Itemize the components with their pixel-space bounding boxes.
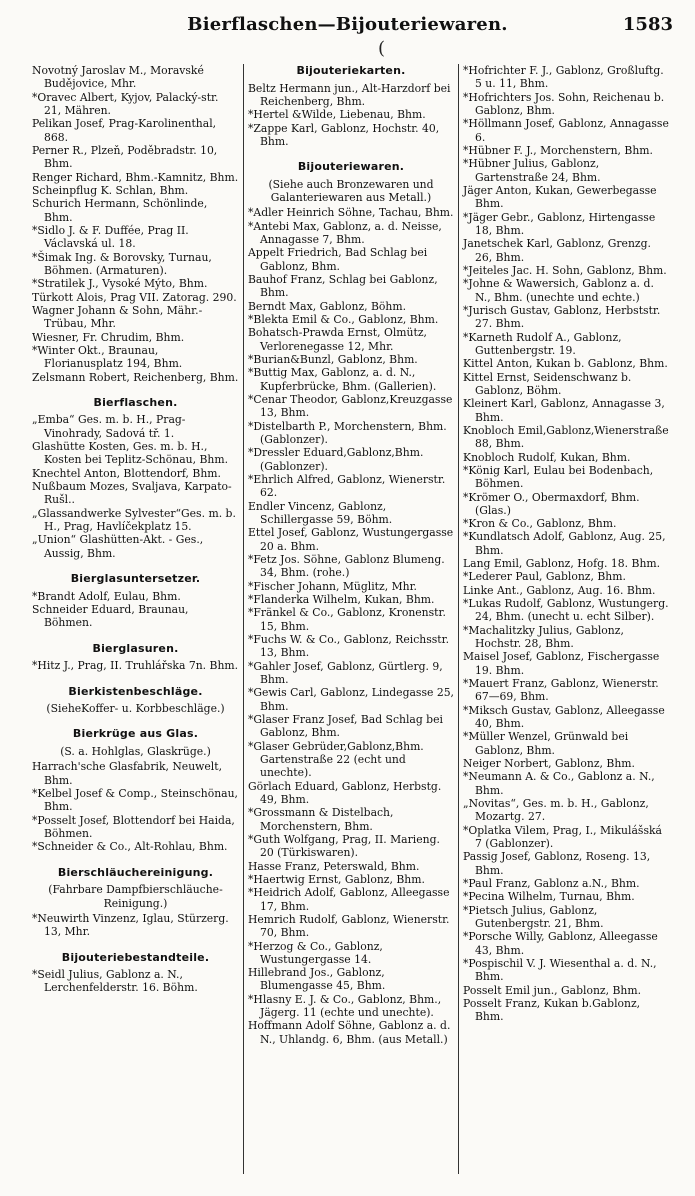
directory-entry: Janetschek Karl, Gablonz, Grenzg. 26, Bhm. [463,237,651,264]
directory-entry: *Hübner F. J., Morchenstern, Bhm. [463,143,653,157]
directory-entry: Schneider Eduard, Braunau, Böhmen. [32,602,189,630]
directory-entry: „Emba“ Ges. m. b. H., Prag-Vinohrady, Sadová tř. 1. [32,413,186,440]
directory-entry: *Adler Heinrich Söhne, Tachau, Bhm. [248,206,454,220]
directory-entry: Beltz Hermann jun., Alt-Harzdorf bei Reichenberg, Bhm. [248,81,451,108]
directory-entry: Knobloch Rudolf, Kukan, Bhm. [463,450,631,464]
directory-entry: *Kron & Co., Gablonz, Bhm. [463,517,617,531]
directory-entry: *Pospischil V. J. Wiesenthal a. d. N., Bhm. [463,956,657,984]
directory-entry: Glashütte Kosten, Ges. m. b. H., Kosten bei Teplitz-Schönau, Bhm. [32,440,229,467]
directory-entry: „Union“ Glashütten-Akt. - Ges., Aussig, Bhm. [32,533,204,560]
directory-entry: *Hofrichters Jos. Sohn, Reichenau b. Gablonz, Bhm. [463,90,665,117]
directory-entry: Perner R., Plzeň, Poděbradstr. 10, Bhm. [32,143,218,171]
directory-entry: Berndt Max, Gablonz, Böhm. [248,299,407,313]
directory-entry: *Mauert Franz, Gablonz, Wienerstr. 67—69, Bhm. [463,677,659,704]
section-heading: Bierglasuren. [92,641,179,655]
directory-entry: Hillebrand Jos., Gablonz, Blumengasse 45, Bhm. [248,966,386,993]
directory-entry: *Karneth Rudolf A., Gablonz, Guttenbergstr. 19. [463,330,622,357]
directory-entry: Kittel Anton, Kukan b. Gablonz, Bhm. [463,357,668,371]
directory-entry: Schurich Hermann, Schönlinde, Bhm. [32,197,208,224]
directory-entry: *Krömer O., Obermaxdorf, Bhm. (Glas.) [463,490,640,517]
directory-entry: *Flanderka Wilhelm, Kukan, Bhm. [248,592,435,606]
directory-entry: *Guth Wolfgang, Prag, II. Marieng. 20 (Türkiswaren). [248,832,440,860]
directory-entry: *Fränkel & Co., Gablonz, Kronenstr. 15, Bhm. [248,606,446,633]
directory-entry: Türkott Alois, Prag VII. Zatorag. 290. [32,290,237,304]
directory-entry: Hasse Franz, Peterswald, Bhm. [248,859,420,873]
directory-entry: Zelsmann Robert, Reichenberg, Bhm. [32,370,239,384]
directory-entry: *Schneider & Co., Alt-Rohlau, Bhm. [32,840,228,854]
directory-entry: Posselt Emil jun., Gablonz, Bhm. [463,983,642,997]
directory-entry: *Jäger Gebr., Gablonz, Hirtengasse 18, Bhm. [463,210,656,237]
directory-entry: Hoffmann Adolf Söhne, Gablonz a. d. N., Uhlandg. 6, Bhm. (aus Metall.) [248,1019,451,1046]
directory-entry: Bohatsch-Prawda Ernst, Olmütz, Verlorenegasse 12, Mhr. [248,326,427,353]
directory-entry: *Glaser Gebrüder,Gablonz,Bhm. Gartenstraße 22 (echt und unechte). [248,739,424,780]
directory-entry: Pelikan Josef, Prag-Karolinenthal, 868. [32,117,217,144]
directory-entry: *Antebi Max, Gablonz, a. d. Neisse, Annagasse 7, Bhm. [248,219,442,247]
section-heading: Bierkrüge aus Glas. [72,727,199,741]
section-heading: Bijouteriekarten. [296,64,406,77]
directory-entry: *Hertel &Wilde, Liebenau, Bhm. [248,108,426,122]
directory-entry: *Winter Okt., Braunau, Florianusplatz 194, Bhm. [32,343,183,371]
directory-entry: *Herzog & Co., Gablonz, Wustungergasse 14. [248,939,383,966]
directory-entry: Linke Ant., Gablonz, Aug. 16. Bhm. [463,583,656,597]
directory-entry: *Hlasny E. J. & Co., Gablonz, Bhm., Jägerg. 11 (echte und unechte). [248,992,442,1020]
directory-entry: „Glassandwerke Sylvester“Ges. m. b. H., Prag, Havlíčekplatz 15. [32,506,236,534]
section-heading: Bierschläuchereinigung. [57,865,214,879]
section-note: (SieheKoffer- u. Korbbeschläge.) [46,702,225,716]
directory-entry: *Šimak Ing. & Borovsky, Turnau, Böhmen. (Armaturen). [32,250,212,277]
directory-entry: *Blekta Emil & Co., Gablonz, Bhm. [248,313,439,327]
section-note: (Siehe auch Bronzewaren und Galanteriewaren aus Metall.) [268,177,434,205]
section-heading: Bijouteriebestandteile. [61,950,210,964]
directory-entry: Bauhof Franz, Schlag bei Gablonz, Bhm. [248,273,438,300]
directory-entry: *Pietsch Julius, Gablonz, Gutenbergstr. 21, Bhm. [463,903,604,930]
directory-entry: Harrach'sche Glasfabrik, Neuwelt, Bhm. [32,760,223,787]
directory-entry: *Heidrich Adolf, Gablonz, Alleegasse 17, Bhm. [248,886,450,913]
directory-entry: Scheinpflug K. Schlan, Bhm. [32,183,189,197]
directory-entry: *König Karl, Eulau bei Bodenbach, Böhmen. [463,463,654,491]
directory-entry: *Seidl Julius, Gablonz a. N., Lerchenfelderstr. 16. Böhm. [32,968,198,995]
section-note: (Fahrbare Dampfbierschläuche-Reinigung.) [48,883,223,910]
section-heading: Bierkistenbeschläge. [68,684,203,698]
directory-entry: *Brandt Adolf, Eulau, Bhm. [32,589,181,603]
directory-entry: *Porsche Willy, Gablonz, Alleegasse 43, Bhm. [463,930,658,957]
directory-entry: *Ehrlich Alfred, Gablonz, Wienerstr. 62. [248,473,446,500]
directory-entry: *Burian&Bunzl, Gablonz, Bhm. [248,353,418,367]
directory-entry: *Zappe Karl, Gablonz, Hochstr. 40, Bhm. [248,121,440,148]
page-header [0,14,695,59]
directory-entry: Kittel Ernst, Seidenschwanz b. Gablonz, Böhm. [463,370,632,397]
section-note: (S. a. Hohlglas, Glaskrüge.) [60,745,211,759]
directory-entry: Maisel Josef, Gablonz, Fischergasse 19. Bhm. [463,650,660,677]
directory-entry: *Posselt Josef, Blottendorf bei Haida, Böhmen. [32,813,235,840]
directory-entry: *Glaser Franz Josef, Bad Schlag bei Gablonz, Bhm. [248,712,443,740]
directory-columns [28,64,673,1174]
directory-entry: Nußbaum Mozes, Svaljava, Karpato-Rušl.. [32,480,232,507]
directory-entry: *Buttig Max, Gablonz, a. d. N., Kupferbrücke, Bhm. (Gallerien). [248,366,437,393]
directory-entry: „Novitas“, Ges. m. b. H., Gablonz, Mozartg. 27. [463,797,649,824]
directory-entry: *Jurisch Gustav, Gablonz, Herbststr. 27. Bhm. [463,303,661,331]
directory-entry: *Haertwig Ernst, Gablonz, Bhm. [248,872,425,886]
page-title: Bierflaschen—Bijouteriewaren. [187,14,508,35]
column-middle [243,64,458,1174]
directory-entry: *Neumann A. & Co., Gablonz a. N., Bhm. [463,770,655,797]
directory-entry: Kleinert Karl, Gablonz, Annagasse 3, Bhm. [463,397,665,424]
directory-entry: *Lukas Rudolf, Gablonz, Wustungerg. 24, Bhm. (unecht u. echt Silber). [463,597,669,624]
directory-entry: *Cenar Theodor, Gablonz,Kreuzgasse 13, Bhm. [248,393,453,420]
directory-entry: Jäger Anton, Kukan, Gewerbegasse Bhm. [463,183,657,211]
directory-entry: Appelt Friedrich, Bad Schlag bei Gablonz, Bhm. [248,246,428,273]
directory-entry: *Kelbel Josef & Comp., Steinschönau, Bhm. [32,787,238,814]
directory-entry: Ettel Josef, Gablonz, Wustungergasse 20 a. Bhm. [248,526,454,553]
directory-entry: *Fischer Johann, Müglitz, Mhr. [248,579,417,593]
directory-entry: Knobloch Emil,Gablonz,Wienerstraße 88, Bhm. [463,423,669,451]
section-heading: Bijouteriewaren. [297,160,405,174]
directory-entry: Hemrich Rudolf, Gablonz, Wienerstr. 70, Bhm. [248,912,450,940]
directory-entry: *Hübner Julius, Gablonz, Gartenstraße 24, Bhm. [463,157,601,184]
directory-entry: Lang Emil, Gablonz, Hofg. 18. Bhm. [463,557,661,571]
directory-entry: *Höllmann Josef, Gablonz, Annagasse 6. [463,117,669,144]
directory-entry: *Kundlatsch Adolf, Gablonz, Aug. 25, Bhm. [463,530,666,557]
directory-entry: *Lederer Paul, Gablonz, Bhm. [463,570,626,584]
section-heading: Bierglasuntersetzer. [70,572,201,586]
directory-entry: *Gahler Josef, Gablonz, Gürtlerg. 9, Bhm. [248,659,443,686]
page-number: 1583 [622,14,673,35]
directory-entry: *Jeiteles Jac. H. Sohn, Gablonz, Bhm. [463,263,667,277]
directory-entry: *Oplatka Vilem, Prag, I., Mikulášská 7 (Gablonzer). [463,823,662,851]
directory-entry: *Paul Franz, Gablonz a.N., Bhm. [463,877,640,891]
directory-entry: *Hofrichter F. J., Gablonz, Großluftg. 5 u. 11, Bhm. [463,64,664,91]
directory-entry: Renger Richard, Bhm.-Kamnitz, Bhm. [32,170,239,184]
directory-entry: *Hitz J., Prag, II. Truhlářska 7n. Bhm. [32,659,239,673]
header-mark: ( [378,38,386,59]
directory-entry: *Fetz Jos. Söhne, Gablonz Blumeng. 34, Bhm. (rohe.) [248,552,445,580]
directory-entry: *Johne & Wawersich, Gablonz a. d. N., Bhm. (unechte und echte.) [463,277,654,304]
directory-entry: *Distelbarth P., Morchenstern, Bhm. (Gablonzer). [248,419,447,447]
directory-entry: *Miksch Gustav, Gablonz, Alleegasse 40, Bhm. [463,703,665,731]
directory-entry: *Sidlo J. & F. Duffée, Prag II. Václavská ul. 18. [32,223,189,251]
directory-entry: *Grossmann & Distelbach, Morchenstern, Bhm. [248,806,394,833]
directory-entry: *Dressler Eduard,Gablonz,Bhm. (Gablonzer). [248,446,424,473]
directory-entry: *Machalitzky Julius, Gablonz, Hochstr. 28, Bhm. [463,623,624,651]
directory-entry: *Müller Wenzel, Grünwald bei Gablonz, Bhm. [463,730,629,757]
directory-entry: Wagner Johann & Sohn, Mähr.-Trübau, Mhr. [32,303,203,331]
directory-entry: Passig Josef, Gablonz, Roseng. 13, Bhm. [463,850,651,877]
directory-entry: Novotný Jaroslav M., Moravské Budějovice, Mhr. [32,64,204,91]
section-heading: Bierflaschen. [93,395,178,409]
directory-entry: *Oravec Albert, Kyjov, Palacký-str. 21, Mähren. [32,90,219,117]
directory-entry: Knechtel Anton, Blottendorf, Bhm. [32,466,221,480]
column-left [28,64,243,1174]
directory-entry: Neiger Norbert, Gablonz, Bhm. [463,757,635,771]
directory-entry: Wiesner, Fr. Chrudim, Bhm. [32,330,185,344]
directory-entry: *Gewis Carl, Gablonz, Lindegasse 25, Bhm. [248,686,454,713]
directory-entry: *Pecina Wilhelm, Turnau, Bhm. [463,890,635,904]
directory-entry: Görlach Eduard, Gablonz, Herbstg. 49, Bhm. [248,779,442,806]
directory-entry: *Stratilek J., Vysoké Mýto, Bhm. [32,277,208,291]
directory-entry: Posselt Franz, Kukan b.Gablonz, Bhm. [463,996,641,1024]
column-right [458,64,673,1174]
directory-entry: *Fuchs W. & Co., Gablonz, Reichsstr. 13, Bhm. [248,632,450,660]
directory-entry: *Neuwirth Vinzenz, Iglau, Stürzerg. 13, Mhr. [32,911,229,939]
directory-entry: Endler Vincenz, Gablonz, Schillergasse 59, Böhm. [248,499,393,526]
